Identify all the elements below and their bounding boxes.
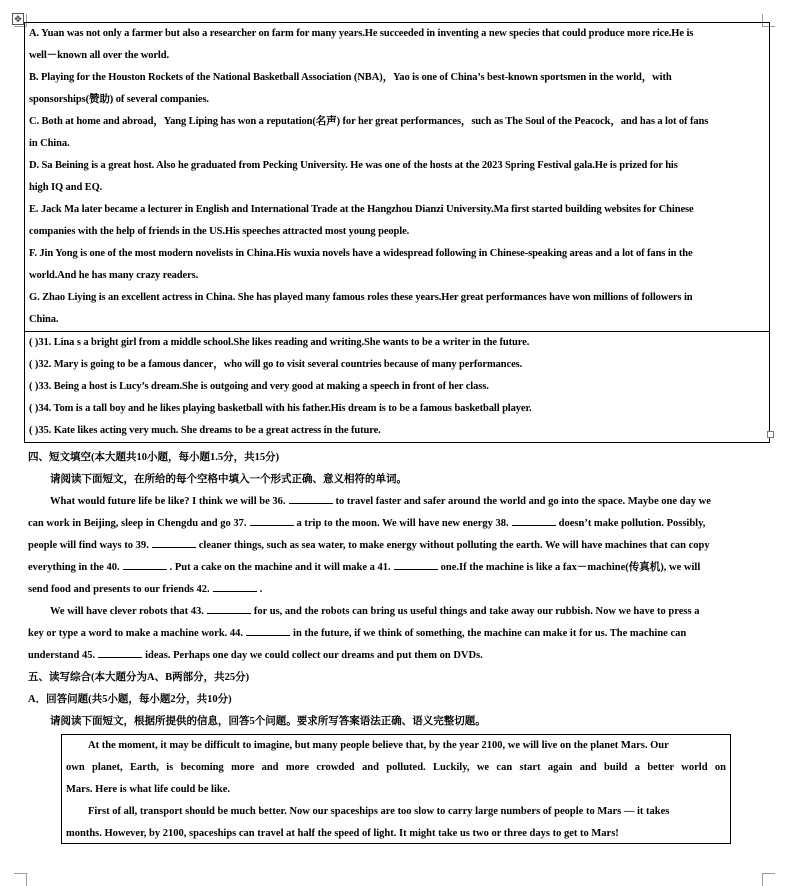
cloze-line [28,623,768,645]
cloze-text: a trip to the moon. We will have new energy 38. [296,518,509,529]
option-E [29,199,765,243]
cloze-line [28,645,768,667]
section-4-instruction: 请阅读下面短文，在所给的每个空格中填入一个形式正确、意义相符的单词。 [50,474,407,485]
option-B [29,67,765,111]
question-31 [29,332,765,354]
cloze-line [28,579,768,601]
passage-line: months. However, by 2100, spaceships can travel at half the speed of light. It might take us two or three days to get to Mars! [66,828,619,839]
page-corner-mark [762,873,775,886]
answer-paren[interactable]: ( )34. [29,403,52,414]
cloze-text: ideas. Perhaps one day we could collect our dreams and put them on DVDs. [145,650,483,661]
blank-40[interactable] [123,557,167,570]
option-line: China. [29,314,59,325]
cloze-text: doesn’t make pollution. Possibly, [558,518,706,529]
option-A [29,23,765,67]
cloze-line [28,557,768,579]
option-D [29,155,765,199]
option-line: B. Playing for the Houston Rockets of the National Basketball Association (NBA)，Yao is one of China’s best-known sportsmen in the world，with [29,72,672,83]
cloze-text: We will have clever robots that 43. [50,606,204,617]
exercise-body [28,447,768,733]
cloze-text: one.If the machine is like a fax－machine(传真机), we will [440,562,701,573]
option-line: D. Sa Beining is a great host. Also he graduated from Pecking University. He was one of the hosts at the 2023 Spring Festival gala.He is prized for his [29,160,678,171]
option-F [29,243,765,287]
section-4-heading: 四、短文填空(本大题共10小题，每小题1.5分，共15分) [28,452,280,463]
option-line: well－known all over the world. [29,50,170,61]
blank-45[interactable] [98,645,142,658]
answer-paren[interactable]: ( )31. [29,337,52,348]
question-text: Lina s a bright girl from a middle school.She likes reading and writing.She wants to be a writer in the future. [53,337,530,348]
passage-line: At the moment, it may be difficult to imagine, but many people believe that, by the year 2100, we will live on the planet Mars. Our [88,740,669,751]
section-5-instruction: 请阅读下面短文，根据所提供的信息，回答5个问题。要求所写答案语法正确、语义完整切题。 [50,716,486,727]
cloze-line [28,601,768,623]
blank-44[interactable] [246,623,290,636]
blank-42[interactable] [213,579,257,592]
question-text: Kate likes acting very much. She dreams to be a great actress in the future. [53,425,381,436]
cloze-text: in the future, if we think of something, the machine can make it for us. The machine can [293,628,687,639]
table-move-handle-icon[interactable]: ✥ [12,13,24,25]
option-line: A. Yuan was not only a farmer but also a researcher on farm for many years.He succeeded in inventing a new species that could produce more rice.He is [29,28,694,39]
part-a-heading: A．回答问题(共5小题，每小题2分，共10分) [28,694,232,705]
cloze-text: understand 45. [28,650,96,661]
option-line: sponsorships(赞助) of several companies. [29,94,209,105]
matching-table [24,22,770,443]
options-cell [25,23,769,331]
cloze-text: . [259,584,263,595]
passage-line: own planet, Earth, is becoming more and more crowded and polluted. Luckily, we can start again and build a better world on [66,762,726,773]
question-text: Mary is going to be a famous dancer，who will go to visit several countries because of many performances. [53,359,523,370]
option-line: C. Both at home and abroad，Yang Liping has won a reputation(名声) for her great performances，such as The Soul of the Peacock，and has a lot of fans [29,116,709,127]
cloze-text: people will find ways to 39. [28,540,149,551]
cloze-text: everything in the 40. [28,562,120,573]
cloze-text: to travel faster and safer around the world and go into the space. Maybe one day we [335,496,711,507]
question-33 [29,376,765,398]
option-line: companies with the help of friends in the US.His speeches attracted most young people. [29,226,410,237]
question-35 [29,420,765,442]
blank-39[interactable] [152,535,196,548]
answer-paren[interactable]: ( )35. [29,425,52,436]
page-corner-mark [14,873,27,886]
option-G [29,287,765,331]
blank-36[interactable] [289,491,333,504]
option-line: E. Jack Ma later became a lecturer in English and International Trade at the Hangzhou Dianzi University.Ma first started building websites for Chinese [29,204,694,215]
cloze-text: key or type a word to make a machine work. 44. [28,628,244,639]
question-text: Tom is a tall boy and he likes playing basketball with his father.His dream is to be a famous basketball player. [53,403,532,414]
answer-paren[interactable]: ( )32. [29,359,52,370]
option-line: high IQ and EQ. [29,182,103,193]
passage-line: First of all, transport should be much better. Now our spaceships are too slow to carry large numbers of people to Mars — it takes [88,806,670,817]
option-C [29,111,765,155]
cloze-line [28,491,768,513]
cloze-text: cleaner things, such as sea water, to make energy without polluting the earth. We will have machines that can copy [198,540,710,551]
table-resize-handle[interactable] [767,431,774,438]
blank-37[interactable] [250,513,294,526]
question-34 [29,398,765,420]
blank-43[interactable] [207,601,251,614]
cloze-text: can work in Beijing, sleep in Chengdu and go 37. [28,518,247,529]
section-5-heading: 五、读写综合(本大题分为A、B两部分，共25分) [28,672,250,683]
answer-paren[interactable]: ( )33. [29,381,52,392]
cloze-line [28,513,768,535]
cloze-text: . Put a cake on the machine and it will make a 41. [169,562,391,573]
blank-38[interactable] [512,513,556,526]
reading-passage-box [61,734,731,844]
question-text: Being a host is Lucy’s dream.She is outgoing and very good at making a speech in front of her class. [53,381,489,392]
option-line: G. Zhao Liying is an excellent actress in China. She has played many famous roles these years.Her great performances have won millions of followers in [29,292,693,303]
option-line: world.And he has many crazy readers. [29,270,199,281]
questions-cell [25,332,769,442]
cloze-text: What would future life be like? I think we will be 36. [50,496,286,507]
question-32 [29,354,765,376]
blank-41[interactable] [394,557,438,570]
cloze-text: for us, and the robots can bring us useful things and take away our rubbish. Now we have to press a [253,606,700,617]
cloze-text: send food and presents to our friends 42. [28,584,210,595]
cloze-line [28,535,768,557]
option-line: F. Jin Yong is one of the most modern novelists in China.His wuxia novels have a widespread following in Chinese-speaking areas and a lot of fans in the [29,248,693,259]
option-line: in China. [29,138,70,149]
passage-line: Mars. Here is what life could be like. [66,784,230,795]
